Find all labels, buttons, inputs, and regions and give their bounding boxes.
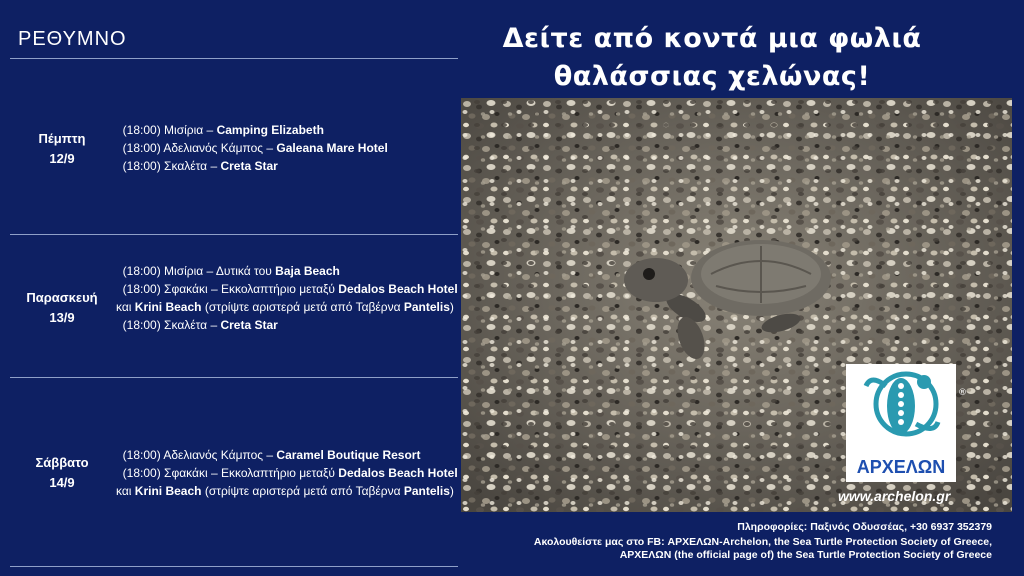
event-list xyxy=(116,121,461,175)
archelon-logo xyxy=(846,364,956,482)
event-item: (18:00) Σκαλέτα – Creta Star xyxy=(122,318,278,332)
divider xyxy=(10,377,458,378)
divider xyxy=(10,58,458,59)
event-list xyxy=(116,446,461,500)
event-list xyxy=(116,262,461,334)
divider xyxy=(10,566,458,567)
info-line: Ακολουθείστε μας στο FB: ΑΡΧΕΛΩΝ-Archelon, the Sea Turtle Protection Society of Greece, xyxy=(533,536,992,548)
event-item: (18:00) Σφακάκι – Εκκολαπτήριο μεταξύ Dedalos Beach Hotel και Krini Beach (στρίψτε αριστερά μετά από Ταβέρνα Pantelis) xyxy=(116,466,458,498)
day-date: 14/9 xyxy=(49,475,75,490)
day-name: Πέμπτη xyxy=(38,131,86,146)
registered-mark: ® xyxy=(958,388,967,398)
event-item: (18:00) Αδελιανός Κάμπος – Galeana Mare Hotel xyxy=(122,141,388,155)
headline xyxy=(462,20,962,96)
website-link[interactable]: www.archelon.gr xyxy=(838,488,951,504)
day-label xyxy=(10,129,114,169)
city-title: ΡΕΘΥΜΝΟ xyxy=(18,28,127,50)
headline-line-1: Δείτε από κοντά μια φωλιά xyxy=(502,23,922,54)
sea-turtle-logo-icon xyxy=(846,364,956,456)
day-date: 13/9 xyxy=(49,310,75,325)
day-label xyxy=(10,288,114,328)
info-line: Πληροφορίες: Παξινός Οδυσσέας, +30 6937 352379 xyxy=(737,521,992,533)
day-name: Παρασκευή xyxy=(26,290,98,305)
day-label xyxy=(10,453,114,493)
divider xyxy=(10,234,458,235)
event-item: (18:00) Μισίρια – Camping Elizabeth xyxy=(122,123,324,137)
event-item: (18:00) Αδελιανός Κάμπος – Caramel Boutique Resort xyxy=(122,448,421,462)
logo-text: ΑΡΧΕΛΩΝ xyxy=(856,457,946,477)
event-item: (18:00) Σκαλέτα – Creta Star xyxy=(122,159,278,173)
day-name: Σάββατο xyxy=(35,455,89,470)
event-item: (18:00) Σφακάκι – Εκκολαπτήριο μεταξύ Dedalos Beach Hotel και Krini Beach (στρίψτε αριστερά μετά από Ταβέρνα Pantelis) xyxy=(116,282,458,314)
info-line: ΑΡΧΕΛΩΝ (the official page of) the Sea Turtle Protection Society of Greece xyxy=(619,549,992,561)
headline-line-2: θαλάσσιας χελώνας! xyxy=(553,61,871,92)
day-date: 12/9 xyxy=(49,151,75,166)
event-item: (18:00) Μισίρια – Δυτικά του Baja Beach xyxy=(122,264,340,278)
